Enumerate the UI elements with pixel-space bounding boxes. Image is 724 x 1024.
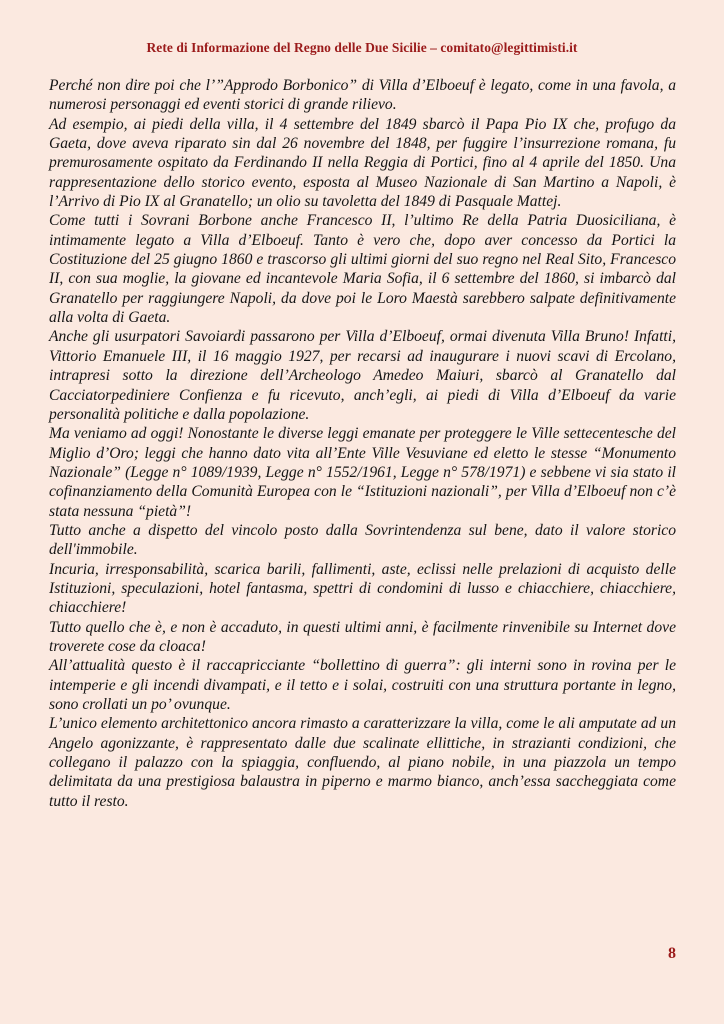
paragraph: Come tutti i Sovrani Borbone anche Francesco II, l’ultimo Re della Patria Duosiciliana, è intimamente legato a Villa d’Elboeuf. Tanto è vero che, dopo aver concesso da Portici la Costituzione del 25 giugno 1860 e trascorso gli ultimi giorni del suo regno nel Real Sito, Francesco II, con sua moglie, la giovane ed incantevole Maria Sofia, il 6 settembre del 1860, si imbarcò dal Granatello per raggiungere Napoli, da dove poi le Loro Maestà sarebbero salpate definitivamente alla volta di Gaeta. [49, 212, 676, 327]
page-number: 8 [668, 945, 676, 962]
article-body [49, 76, 676, 811]
paragraph: Ad esempio, ai piedi della villa, il 4 settembre del 1849 sbarcò il Papa Pio IX che, profugo da Gaeta, dove aveva riparato sin dal 26 novembre del 1848, per fuggire l’insurrezione romana, fu premurosamente ospitato da Ferdinando II nella Reggia di Portici, fino al 4 aprile del 1850. Una rappresentazione dello storico evento, esposta al Museo Nazionale di San Martino a Napoli, è l’Arrivo di Pio IX al Granatello; un olio su tavoletta del 1849 di Pasquale Mattej. [49, 115, 676, 211]
paragraph: Ma veniamo ad oggi! Nonostante le diverse leggi emanate per proteggere le Ville settecentesche del Miglio d’Oro; leggi che hanno dato vita all’Ente Ville Vesuviane ed eletto le stesse “Monumento Nazionale” (Legge n° 1089/1939, Legge n° 1552/1961, Legge n° 578/1971) e sebbene vi sia stato il cofinanziamento della Comunità Europea con le “Istituzioni nazionali”, per Villa d’Elboeuf non c’è stata nessuna “pietà”! [49, 425, 676, 520]
paragraph: L’unico elemento architettonico ancora rimasto a caratterizzare la villa, come le ali amputate ad un Angelo agonizzante, è rappresentato dalle due scalinate ellittiche, in strazianti condizioni, che collegano il palazzo con la spiaggia, confluendo, al piano nobile, in una piazzola un tempo delimitata da una prestigiosa balaustra in piperno e marmo bianco, anch’essa saccheggiata come tutto il resto. [49, 715, 676, 810]
paragraph: All’attualità questo è il raccapricciante “bollettino di guerra”: gli interni sono in rovina per le intemperie e gli incendi divampati, e il tetto e i solai, costruiti con una struttura portante in legno, sono crollati un po’ ovunque. [49, 657, 676, 713]
paragraph: Tutto quello che è, e non è accaduto, in questi ultimi anni, è facilmente rinvenibile su Internet dove troverete cose da cloaca! [49, 618, 676, 655]
page-header: Rete di Informazione del Regno delle Due Sicilie – comitato@legittimisti.it [146, 40, 578, 55]
paragraph: Perché non dire poi che l’”Approdo Borbonico” di Villa d’Elboeuf è legato, come in una favola, a numerosi personaggi ed eventi storici di grande rilievo. [49, 77, 676, 114]
paragraph: Tutto anche a dispetto del vincolo posto dalla Sovrintendenza sul bene, dato il valore storico dell'immobile. [49, 521, 676, 559]
paragraph: Anche gli usurpatori Savoiardi passarono per Villa d’Elboeuf, ormai divenuta Villa Bruno! Infatti, Vittorio Emanuele III, il 16 maggio 1927, per recarsi ad inaugurare i nuovi scavi di Ercolano, intrapresi sotto la direzione dell’Archeologo Amedeo Maiuri, sbarcò al Granatello dal Cacciatorpediniere Confienza e fu ricevuto, anch’egli, ai piedi di Villa d’Elboeuf da varie personalità politiche e dalla popolazione. [49, 328, 676, 423]
paragraph: Incuria, irresponsabilità, scarica barili, fallimenti, aste, eclissi nelle prelazioni di acquisto delle Istituzioni, speculazioni, hotel fantasma, spettri di condomini di lusso e chiacchiere, chiacchiere, chiacchiere! [49, 560, 676, 617]
